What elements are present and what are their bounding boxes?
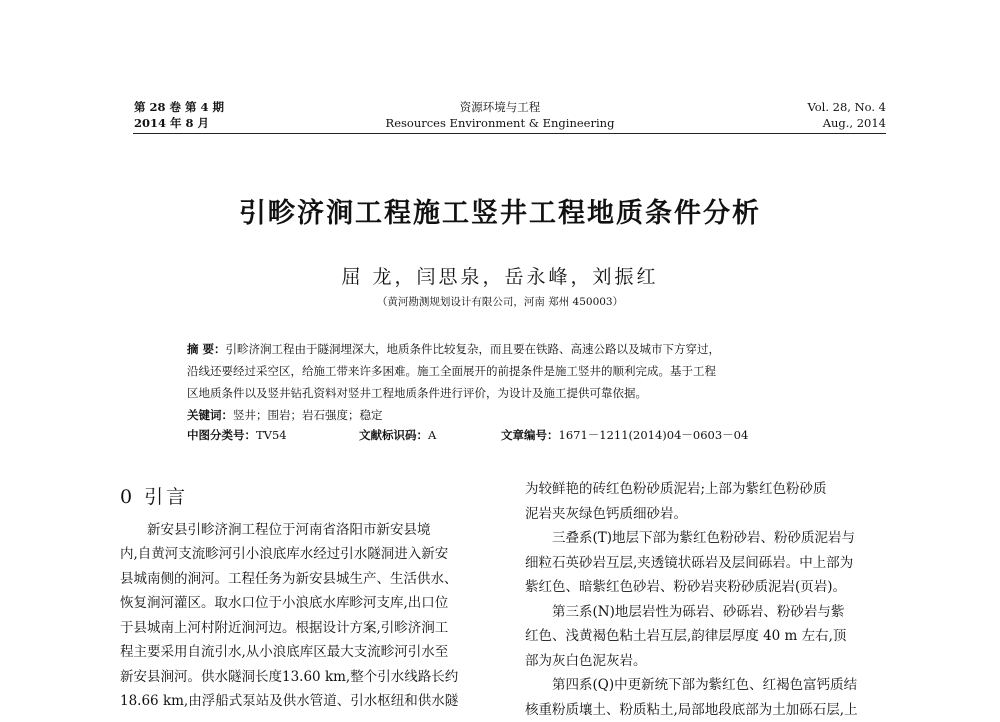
volume-issue: 第 28 卷 第 4 期 — [134, 99, 224, 115]
body-line: 红色、浅黄褐色粘土岩互层,韵律层厚度 40 m 左右,顶 — [525, 624, 899, 649]
left-column — [120, 477, 494, 714]
body-line: 三叠系(T)地层下部为紫红色粉砂岩、粉砂质泥岩与 — [525, 526, 899, 551]
body-line: 新安县引畛济涧工程位于河南省洛阳市新安县境 — [120, 518, 494, 543]
keywords-label: 关键词： — [187, 408, 233, 422]
body-line: 泥岩夹灰绿色钙质细砂岩。 — [525, 502, 899, 527]
journal-name-en: Resources Environment & Engineering — [0, 115, 1000, 131]
body-line: 县城南侧的涧河。工程任务为新安县城生产、生活供水、 — [120, 567, 494, 592]
journal-name-cn: 资源环境与工程 — [0, 99, 1000, 115]
abstract-line-3: 区地质条件以及竖井钻孔资料对竖井工程地质条件进行评价，为设计及施工提供可靠依据。 — [187, 382, 837, 404]
body-line: 为较鲜艳的砖红色粉砂质泥岩;上部为紫红色粉砂质 — [525, 477, 899, 502]
keywords: 竖井；围岩；岩石强度；稳定 — [233, 408, 383, 422]
body-line: 恢复涧河灌区。取水口位于小浪底水库畛河支库,出口位 — [120, 591, 494, 616]
affiliation: （黄河勘测规划设计有限公司，河南 郑州 450003） — [0, 294, 1000, 309]
publication-date-en: Aug., 2014 — [807, 115, 886, 131]
document-code: 文献标识码：A — [359, 427, 436, 443]
paper-title: 引畛济涧工程施工竖井工程地质条件分析 — [0, 191, 1000, 230]
abstract-block — [187, 338, 837, 426]
body-line: 18.66 km,由浮船式泵站及供水管道、引水枢纽和供水隧 — [120, 689, 494, 714]
body-line: 程主要采用自流引水,从小浪底库区最大支流畛河引水至 — [120, 640, 494, 665]
body-line: 细粒石英砂岩互层,夹透镜状砾岩及层间砾岩。中上部为 — [525, 551, 899, 576]
body-line: 核重粉质壤土、粉质粘土,局部地段底部为土加砾石层,上 — [525, 698, 899, 722]
classification-line — [187, 427, 837, 447]
abstract-line-1: 摘 要：引畛济涧工程由于隧洞埋深大，地质条件比较复杂，而且要在铁路、高速公路以及城市下方穿过， — [187, 338, 837, 360]
clc-number: 中图分类号：TV54 — [187, 427, 287, 443]
body-line: 内,自黄河支流畛河引小浪底库水经过引水隧洞进入新安 — [120, 542, 494, 567]
keywords-line — [187, 404, 837, 426]
publication-year-month: 2014 年 8 月 — [134, 115, 224, 131]
volume-issue-en: Vol. 28, No. 4 — [807, 99, 886, 115]
article-number: 文章编号：1671－1211(2014)04－0603－04 — [501, 427, 748, 443]
abstract-line-2: 沿线还要经过采空区，给施工带来许多困难。施工全面展开的前提条件是施工竖井的顺利完成。基于工程 — [187, 360, 837, 382]
body-line: 紫红色、暗紫红色砂岩、粉砂岩夹粉砂质泥岩(页岩)。 — [525, 575, 899, 600]
body-line: 于县城南上河村附近涧河边。根据设计方案,引畛济涧工 — [120, 616, 494, 641]
journal-volume-en — [807, 99, 886, 131]
abstract-label: 摘 要： — [187, 342, 226, 356]
header-rule — [133, 133, 886, 134]
author-list: 屈 龙，闫思泉，岳永峰，刘振红 — [0, 262, 1000, 289]
body-line: 新安县涧河。供水隧洞长度13.60 km,整个引水线路长约 — [120, 665, 494, 690]
right-column — [525, 477, 899, 722]
body-line: 第四系(Q)中更新统下部为紫红色、红褐色富钙质结 — [525, 673, 899, 698]
body-line: 部为灰白色泥灰岩。 — [525, 649, 899, 674]
body-line: 第三系(N)地层岩性为砾岩、砂砾岩、粉砂岩与紫 — [525, 600, 899, 625]
section-heading-introduction: 0 引言 — [120, 485, 494, 510]
